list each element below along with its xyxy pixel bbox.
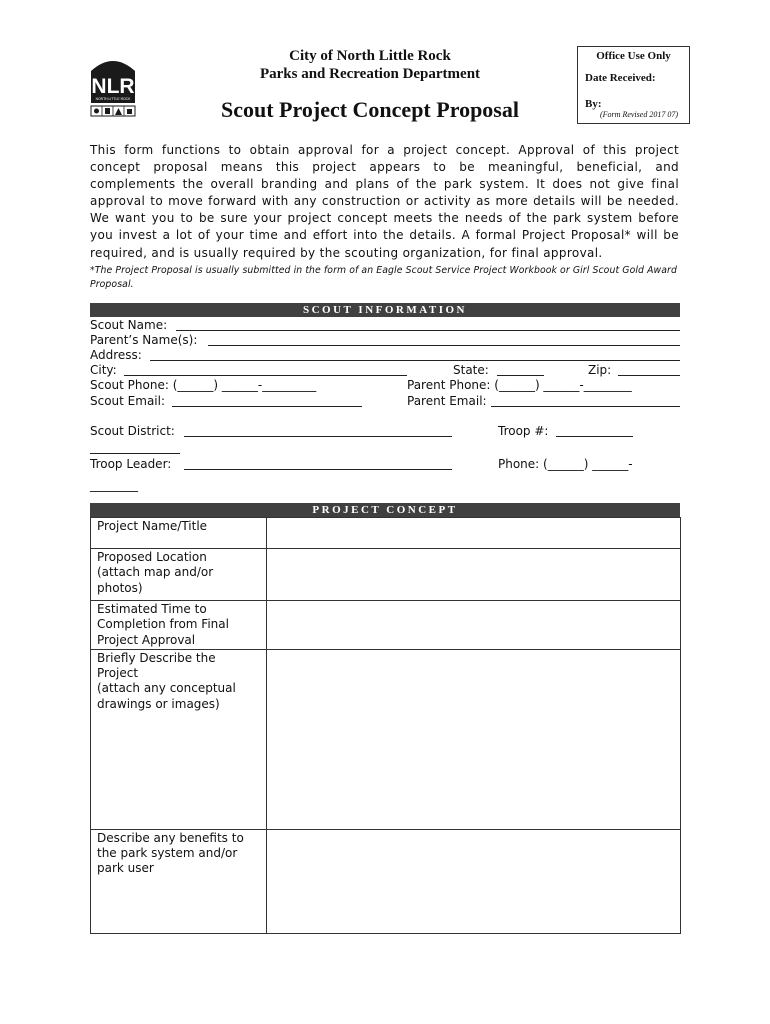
intro-paragraph: This form functions to obtain approval for a project concept. Approval of this project concept proposal means this project appears to be meaningful, beneficial, and complements the overall branding and plans of the park system. It does not give final approval to move forward with any construction or activity as more details will be needed. We want you to be sure your project concept meets the needs of the park system before you invest a lot of your time and effort into the details. A formal Project Proposal* will be required, and is usually required by the scouting organization, for final approval.	[90, 143, 679, 260]
row-label: Proposed Location (attach map and/or photos)	[91, 549, 267, 601]
office-use-box	[577, 46, 690, 124]
row-label: Estimated Time to Completion from Final Project Approval	[91, 601, 267, 650]
zip-label: Zip:	[588, 363, 612, 377]
state-field[interactable]	[497, 375, 544, 376]
scout-name-label: Scout Name:	[90, 318, 168, 332]
row-label: Describe any benefits to the park system and/or park user	[91, 829, 267, 933]
city-label: City:	[90, 363, 117, 377]
scout-email-field[interactable]	[172, 406, 362, 407]
table-row	[91, 601, 681, 650]
parent-email-field[interactable]	[491, 406, 680, 407]
org-line-1: City of North Little Rock	[289, 48, 451, 64]
state-label: State:	[453, 363, 489, 377]
scout-district-label: Scout District:	[90, 424, 175, 438]
nlr-logo	[88, 53, 138, 117]
address-label: Address:	[90, 348, 142, 362]
parents-names-field[interactable]	[208, 345, 680, 346]
scout-phone-field[interactable]: Scout Phone: (______) ______-_________	[90, 378, 317, 392]
troop-number-continuation[interactable]	[90, 453, 180, 454]
table-row	[91, 829, 681, 933]
date-received-label: Date Received:	[585, 72, 656, 84]
leader-phone-field[interactable]: Phone: (______) ______-	[498, 457, 633, 471]
troop-leader-label: Troop Leader:	[90, 457, 172, 471]
scout-name-field[interactable]	[176, 330, 680, 331]
page-title: Scout Project Concept Proposal	[221, 97, 519, 122]
troop-number-field[interactable]	[556, 436, 633, 437]
table-row	[91, 649, 681, 829]
project-name-input[interactable]	[267, 518, 681, 549]
table-row	[91, 518, 681, 549]
scout-district-field[interactable]	[184, 436, 452, 437]
by-label: By:	[585, 98, 602, 110]
scout-info-header: SCOUT INFORMATION	[90, 303, 680, 317]
project-concept-table	[90, 517, 681, 934]
parent-email-label: Parent Email:	[407, 394, 487, 408]
estimated-time-input[interactable]	[267, 601, 681, 650]
troop-leader-field[interactable]	[184, 469, 452, 470]
proposed-location-input[interactable]	[267, 549, 681, 601]
benefits-input[interactable]	[267, 829, 681, 933]
row-label: Briefly Describe the Project (attach any conceptual drawings or images)	[91, 649, 267, 829]
logo-subtext: NORTH LITTLE ROCK	[95, 97, 131, 101]
city-field[interactable]	[124, 375, 407, 376]
scout-email-label: Scout Email:	[90, 394, 166, 408]
intro-footnote: *The Project Proposal is usually submitted in the form of an Eagle Scout Service Project Workbook or Girl Scout Gold Award Proposal.	[90, 265, 677, 290]
project-description-input[interactable]	[267, 649, 681, 829]
logo-letters: NLR	[91, 75, 135, 98]
row-label: Project Name/Title	[91, 518, 267, 549]
leader-phone-continuation[interactable]: ________	[90, 478, 138, 492]
zip-field[interactable]	[618, 375, 680, 376]
table-row	[91, 549, 681, 601]
form-revision: (Form Revised 2017 07)	[600, 110, 678, 119]
project-concept-header: PROJECT CONCEPT	[90, 503, 680, 517]
address-field[interactable]	[150, 360, 680, 361]
parent-phone-field[interactable]: Parent Phone: (______) ______-________	[407, 378, 632, 392]
troop-number-label: Troop #:	[498, 424, 549, 438]
org-line-2: Parks and Recreation Department	[259, 66, 481, 82]
office-use-title: Office Use Only	[596, 50, 671, 62]
parents-names-label: Parent’s Name(s):	[90, 333, 198, 347]
